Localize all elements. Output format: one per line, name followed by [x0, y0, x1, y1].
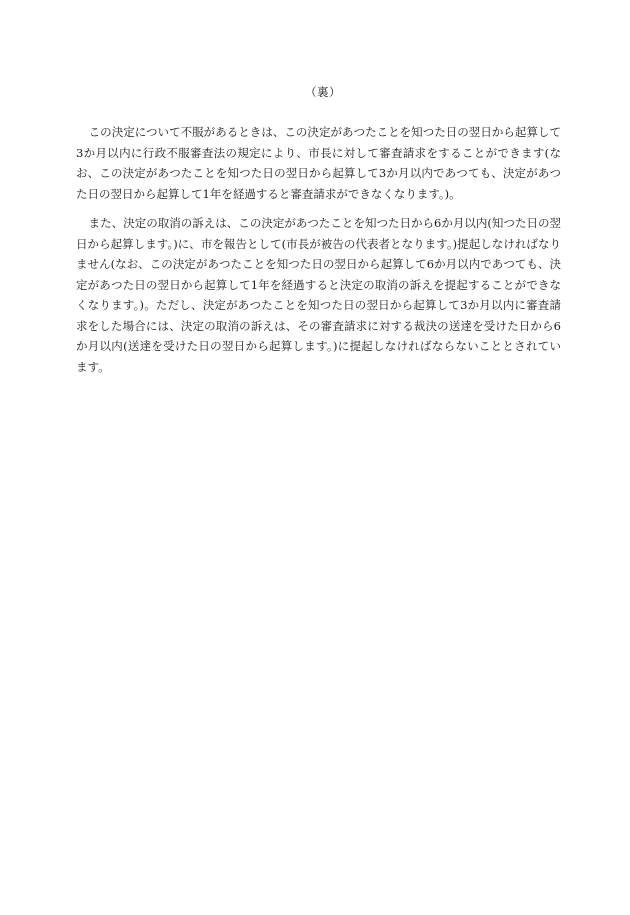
paragraph-revocation-lawsuit: また、決定の取消の訴えは、この決定があつたことを知つた日から6か月以内(知つた日の翌日から起算します。)に、市を報告として(市長が被告の代表者となります。)提起しなければなりません(なお、この決定があつたことを知つた日の翌日から起算して6か月以内であつても、決定があつた日の翌日から起算して1年を経過すると決定の取消の訴えを提起することができなくなります。)。ただし、決定があつたことを知つた日の翌日から起算して3か月以内に審査請求をした場合には、決定の取消の訴えは、その審査請求に対する裁決の送達を受けた日から6か月以内(送達を受けた日の翌日から起算します。)に提起しなければならないこととされています。	[76, 216, 561, 374]
paragraph-review-request: この決定について不服があるときは、この決定があつたことを知つた日の翌日から起算して3か月以内に行政不服審査法の規定により、市長に対して審査請求をすることができます(なお、この決定があつたことを知つた日の翌日から起算して3か月以内であつても、決定があつた日の翌日から起算して1年を経過すると審査請求ができなくなります。)。	[76, 125, 561, 201]
page-side-marker: （裏）	[305, 85, 341, 99]
